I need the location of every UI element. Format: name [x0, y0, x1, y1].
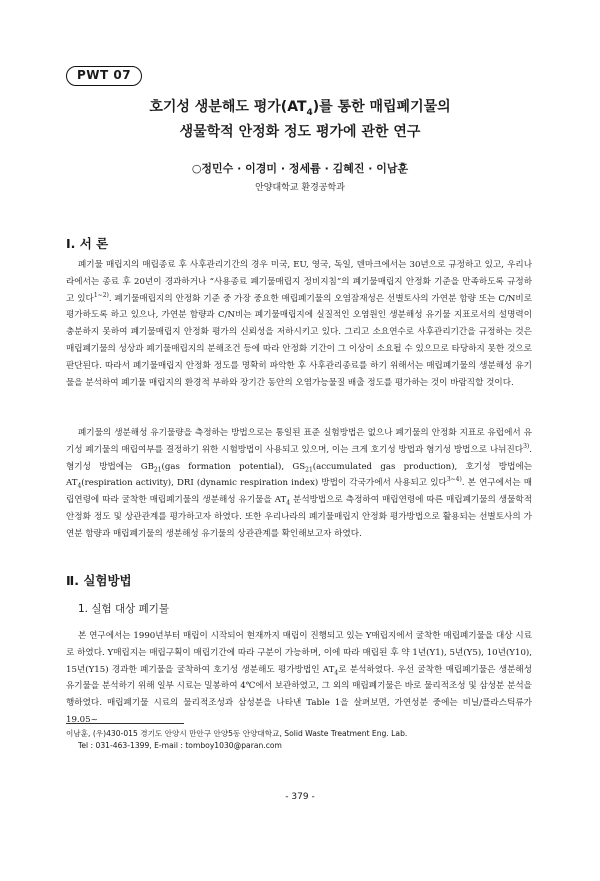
paper-title-line-2: 생물학적 안정화 정도 평가에 관한 연구: [179, 124, 421, 140]
introduction-paragraph-2: 폐기물의 생분해성 유기물량을 측정하는 방법으로는 통일된 표준 실험방법은 없으나 폐기물의 안정화 지표로 유럽에서 유기성 폐기물의 매립여부를 결정하기 위한 시험방법이 사용되고 있으며, 이는 크게 호기성 방법과 혐기성 방법으로 나뉘진다$^{3)}$. 혐기성 방법에는 $GB_{21}(gas$ formation potential), $GS_{21}(accumulated$ gas production), 호기성 방법에는 $AT_4(respiration$ activity), DRI (dynamic respiration index) 방법이 각국가에서 사용되고 있다$^{3\sim 4)}$. 본 연구에서는 매립연령에 따라 굴착한 매립폐기물의 생분해성 유기물을 $AT_4$ 분석방법으로 측정하여 매립연령에 따른 매립폐기물의 생물학적 안정화 정도 및 상관관계를 평가하고자 하였다. 또한 우리나라의 폐기물매립지 안정화 평가방법으로 활용되는 선별토사의 가연분 함량과 매립폐기물의 생분해성 유기물의 상관관계를 확인해보고자 하였다.: [66, 428, 533, 539]
introduction-paragraph-1: 폐기물 매립지의 매립종료 후 사후관리기간의 경우 미국, EU, 영국, 독일, 덴마크에서는 30년으로 규정하고 있고, 우리나라에서는 종료 후 20년이 경과하거나 “사용종료 폐기물매립지 정비지침”의 폐기물매립지 안정화 기준을 만족하도록 규정하고 있다$^{1\sim 2)}$. 폐기물매립지의 안정화 기준 중 가장 중요한 매립폐기물의 오염잠재성은 선별토사의 가연분 함량 또는 C/N비로 평가하도록 하고 있으나, 가연분 함량과 C/N비는 폐기물매립지에 실질적인 오염원인 생분해성 유기물 지표로서의 설명력이 충분하지 못하여 폐기물매립지 안정화 평가의 신뢰성을 저하시키고 있다. 그리고 소요연수로 사후관리기간을 규정하는 것은 매립폐기물의 성상과 폐기물매립지의 분해조건 등에 따라 안정화 기간이 그 이상이 소요될 수 있으므로 타당하지 못한 것으로 판단된다. 따라서 폐기물매립지 안정화 정도를 명확히 파악한 후 사후관리종료를 하기 위해서는 매립폐기물의 생분해성 유기물을 분석하여 폐기물 매립지의 환경적 부하와 장기간 동안의 오염가능물질 배출 정도를 평가하는 것이 바람직할 것이다.: [66, 260, 532, 388]
author-list: ○정민수 · 이경미 · 정세륨 · 김혜진 · 이남훈: [191, 162, 409, 175]
paper-title-line-1: 호기성 생분해도 평가$(AT_4)$를 통한 매립폐기물의: [149, 99, 451, 118]
affiliation: 안양대학교 환경공학과: [255, 183, 345, 193]
subsection-heading-target-waste: 1. 실험 대상 폐기물: [78, 603, 170, 615]
section-heading-methods: Ⅱ. 실험방법: [66, 573, 132, 588]
footnote-contact-phone-email: Tel : 031-463-1399, E-mail : tomboy1030@paran.com: [78, 741, 282, 750]
session-badge: PWT 07: [66, 66, 142, 86]
footnote-divider: [66, 723, 184, 724]
section-heading-introduction: Ⅰ. 서 론: [66, 236, 109, 251]
methods-paragraph-1: 본 연구에서는 1990년부터 매립이 시작되어 현재까지 매립이 진행되고 있는 Y매립지에서 굴착한 매립폐기물을 대상 시료로 하였다. Y매립지는 매립구획이 매립기간에 따라 구분이 가능하며, 이에 따라 매립된 후 약 1년(Y1), 5년(Y5), 10년(Y10), 15년(Y15) 경과한 폐기물을 굴착하여 호기성 생분해도 평가방법인 $AT_4$로 분석하였다. 우선 굴착한 매립폐기물은 생분해성 유기물을 분석하기 위해 일부 시료는 밀봉하여 4℃에서 보관하였고, 그 외의 매립폐기물은 바로 물리적조성 및 삼성분 분석을 행하였다. 매립폐기물 시료의 물리적조성과 삼성분을 나타낸 Table 1을 살펴보면, 가연성분 중에는 비닐/플라스틱류가 19.05~: [66, 631, 532, 725]
footnote-contact-address: 이남훈, (우)430-015 경기도 안양시 만안구 안양5동 안양대학교, Solid Waste Treatment Eng. Lab.: [66, 729, 408, 738]
page-number: - 379 -: [285, 792, 315, 802]
